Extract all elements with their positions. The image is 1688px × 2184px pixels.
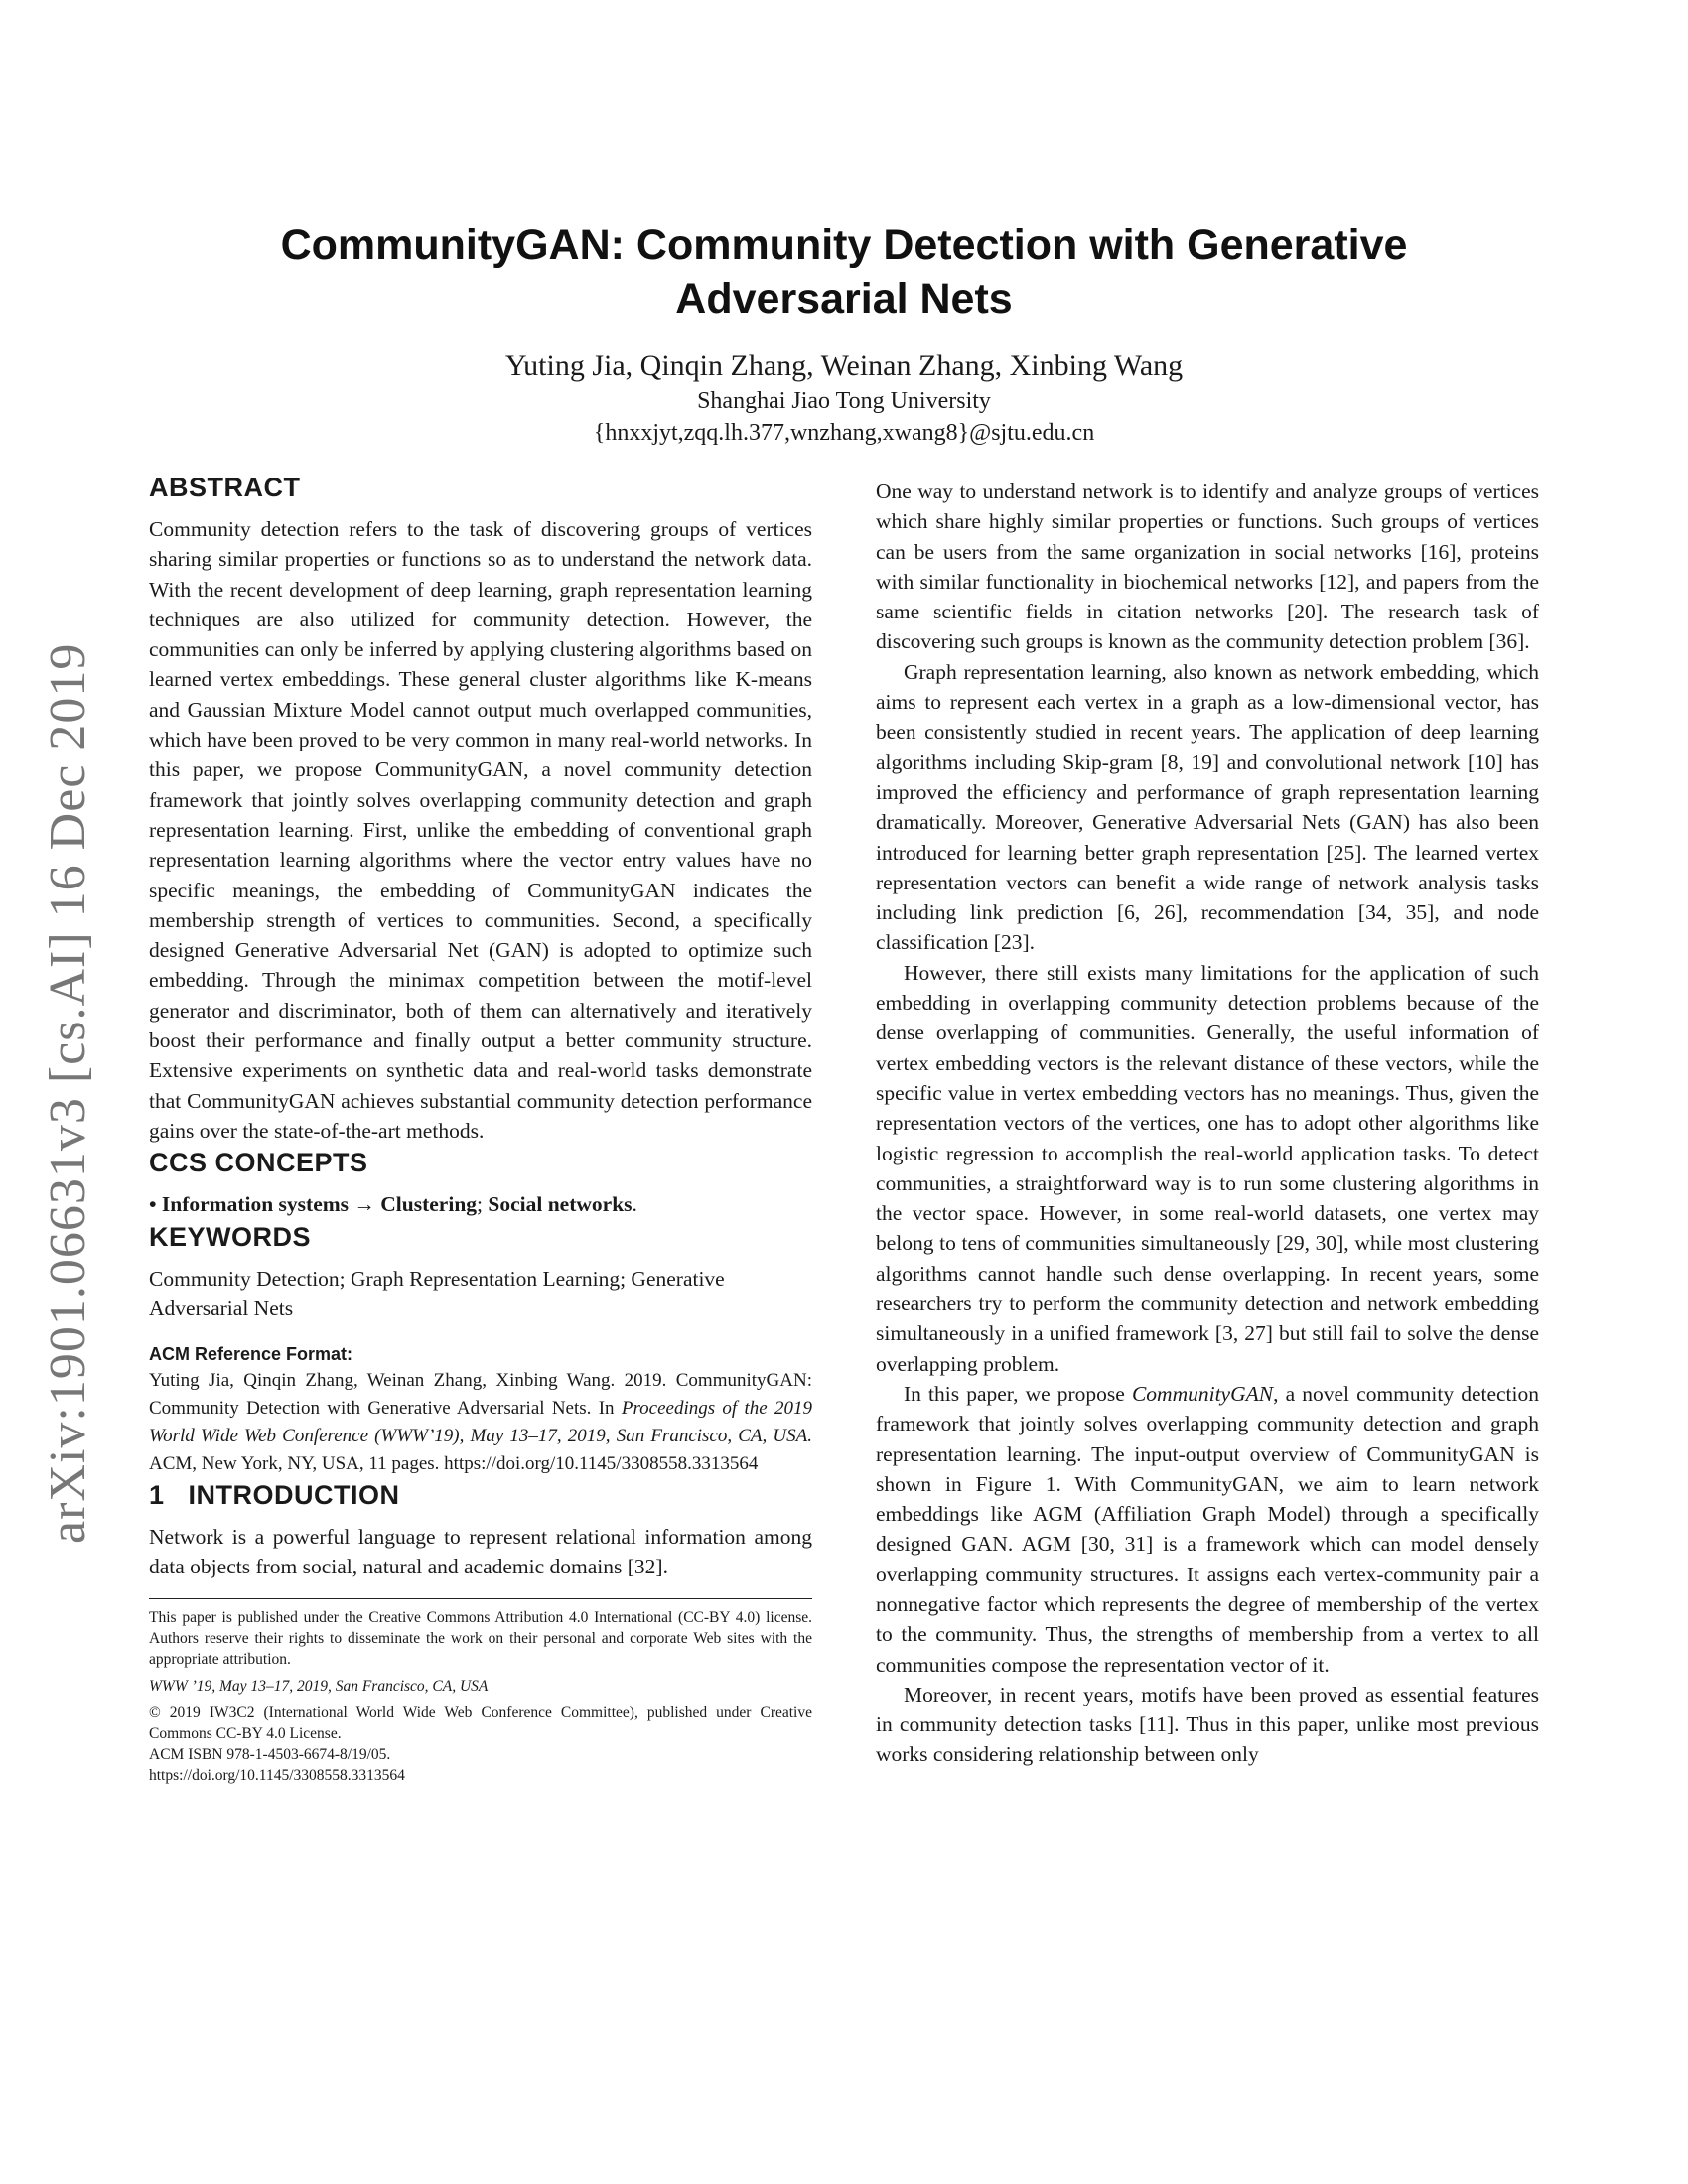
ccs-end: . — [632, 1192, 637, 1217]
intro-paragraph-1: One way to understand network is to identify and analyze groups of vertices which share highly similar properties or functions. Such groups of vertices can be users from the same organization in social networks [16], proteins with similar functionality in biochemical networks [12], and papers from the same scientific fields in citation networks [20]. The research task of discovering such groups is known as the community detection problem [36]. — [876, 479, 1539, 654]
footnote-conference: WWW ’19, May 13–17, 2019, San Francisco, CA, USA — [149, 1677, 489, 1695]
acm-reference-text — [149, 1367, 812, 1478]
intro-p4-rest: , a novel community detection framework that jointly solves overlapping community detection and graph representation learning. The input-output overview of CommunityGAN is shown in Figure 1. With CommunityGAN, we aim to learn network embeddings like AGM (Affiliation Graph Model) through a specifically designed GAN. AGM [30, 31] is a framework which can model densely overlapping community structures. It assigns each vertex-community pair a nonnegative factor which represents the degree of membership of the vertex to the community. Thus, the strengths of membership from a vertex to all communities compose the representation vector of it. — [876, 1381, 1540, 1677]
intro-paragraph-left: Network is a powerful language to represent relational information among data objects from social, natural and academic domains [32]. — [149, 1525, 812, 1579]
footnote-rule — [149, 1598, 812, 1599]
author-list: Yuting Jia, Qinqin Zhang, Weinan Zhang, Xinbing Wang — [504, 349, 1184, 382]
intro-p4-lead: In this paper, we propose — [904, 1381, 1132, 1406]
title-block — [0, 218, 1688, 449]
footnote-doi: https://doi.org/10.1145/3308558.3313564 — [149, 1766, 405, 1784]
author-emails: {hnxxjyt,zqq.lh.377,wnzhang,xwang8}@sjtu.edu.cn — [593, 420, 1095, 446]
ccs-concepts — [149, 1189, 812, 1219]
ccs-item-clustering: Clustering — [380, 1192, 478, 1217]
abstract-heading: ABSTRACT — [149, 473, 301, 502]
acm-reference-part-b: ACM, New York, NY, USA, 11 pages. https://doi.org/10.1145/3308558.3313564 — [149, 1453, 759, 1475]
intro-paragraph-3: However, there still exists many limitations for the application of such embedding in overlapping community detection problems because of the dense overlapping of communities. Generally, the useful information of vertex embedding vectors is the relevant distance of these vectors, while the specific value in vertex embedding vectors has no meanings. Thus, given the representation vectors of the vertices, one has to adopt other algorithms like logistic regression to accomplish the real-world application tasks. To detect communities, a straightforward way is to run some clustering algorithms in the vector space. However, in some real-world datasets, one vertex may belong to tens of communities simultaneously [29, 30], while most clustering algorithms cannot handle such dense overlapping. In recent years, some researchers try to perform the community detection and network embedding simultaneously in a unified framework [3, 27] but still fail to solve the dense overlapping problem. — [876, 960, 1539, 1376]
footnote-license: This paper is published under the Creative Commons Attribution 4.0 International (CC-BY 4.0) license. Authors reserve their rights to disseminate the work on their personal and corporate Web sites with the appropriate attribution. — [149, 1608, 812, 1668]
ccs-heading: CCS CONCEPTS — [149, 1148, 368, 1178]
abstract-text: Community detection refers to the task of discovering groups of vertices sharing similar properties or functions so as to understand the network data. With the recent development of deep learning, graph representation learning techniques are also utilized for community detection. However, the communities can only be inferred by applying clustering algorithms based on learned vertex embeddings. These general cluster algorithms like K-means and Gaussian Mixture Model cannot output much overlapped communities, which have been proved to be very common in many real-world networks. In this paper, we propose CommunityGAN, a novel community detection framework that jointly solves overlapping community detection and graph representation learning. First, unlike the embedding of conventional graph representation learning algorithms where the vector entry values have no specific meanings, the embedding of CommunityGAN indicates the membership strength of vertices to communities. Second, a specifically designed Generative Adversarial Net (GAN) is adopted to optimize such embedding. Through the minimax competition between the motif-level generator and discriminator, both of them can alternatively and iteratively boost their performance and finally output a better community structure. Extensive experiments on synthetic data and real-world tasks demonstrate that CommunityGAN achieves substantial community detection performance gains over the state-of-the-art methods. — [149, 517, 812, 1143]
ccs-item-information-systems: Information systems — [161, 1192, 350, 1217]
acm-reference-heading: ACM Reference Format: — [149, 1344, 353, 1365]
affiliation: Shanghai Jiao Tong University — [697, 388, 991, 414]
keywords-heading: KEYWORDS — [149, 1221, 312, 1252]
ccs-bullet: • — [149, 1192, 157, 1217]
keywords-text: Community Detection; Graph Representation Learning; Generative Adversarial Nets — [149, 1266, 725, 1320]
ccs-item-social-networks: Social networks — [488, 1192, 633, 1217]
intro-paragraph-5: Moreover, in recent years, motifs have been proved as essential features in community detection tasks [11]. Thus in this paper, unlike most previous works considering relationship between only — [876, 1682, 1539, 1767]
introduction-heading: 1 INTRODUCTION — [149, 1480, 400, 1511]
acm-reference-part-a: Yuting Jia, Qinqin Zhang, Weinan Zhang, Xinbing Wang. 2019. CommunityGAN: Community Detection with Generative Adversarial Nets. In — [149, 1370, 812, 1420]
paper-title: CommunityGAN: Community Detection with Generative Adversarial Nets — [280, 221, 1408, 323]
intro-paragraph-4 — [876, 1379, 1539, 1680]
ccs-separator: ; — [477, 1192, 484, 1217]
intro-p4-method-name: CommunityGAN — [1131, 1381, 1274, 1406]
acm-reference-venue: Proceedings of the 2019 World Wide Web Conference (WWW’19), May 13–17, 2019, San Francisco, CA, USA. — [149, 1398, 812, 1447]
footnote-copyright: © 2019 IW3C2 (International World Wide Web Conference Committee), published under Creative Commons CC-BY 4.0 License. — [149, 1704, 812, 1742]
intro-paragraph-2: Graph representation learning, also known as network embedding, which aims to represent each vertex in a graph as a low-dimensional vector, has been consistently studied in recent years. The application of deep learning algorithms including Skip-gram [8, 19] and convolutional network [10] has improved the efficiency and performance of graph representation learning dramatically. Moreover, Generative Adversarial Nets (GAN) has also been introduced for learning better graph representation [25]. The learned vertex representation vectors can benefit a wide range of network analysis tasks including link prediction [6, 26], recommendation [34, 35], and node classification [23]. — [876, 659, 1539, 955]
arxiv-identifier-stamp: arXiv:1901.06631v3 [cs.AI] 16 Dec 2019 — [40, 642, 96, 1544]
right-column — [876, 477, 1539, 1770]
arrow-icon: → — [353, 1192, 375, 1217]
footnote-isbn: ACM ISBN 978-1-4503-6674-8/19/05. — [149, 1745, 391, 1763]
left-column — [149, 471, 812, 1786]
